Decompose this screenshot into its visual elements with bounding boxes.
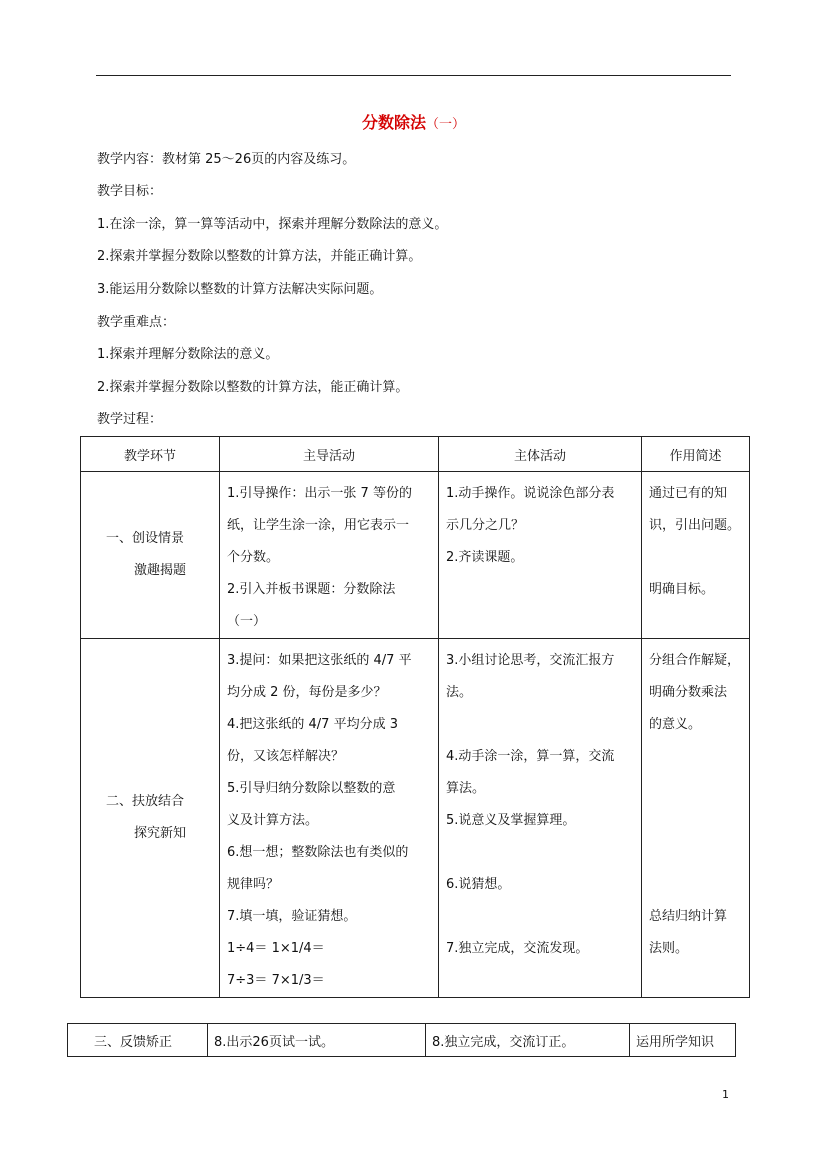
feedback-purpose: 运用所学知识: [630, 1024, 736, 1057]
header-purpose: 作用简述: [642, 437, 750, 472]
cell-line: 3.提问：如果把这张纸的 4/7 平: [227, 653, 412, 668]
cell-line: 的意义。: [649, 717, 702, 732]
key-point-2: 2.探索并掌握分数除以整数的计算方法，能正确计算。: [97, 380, 409, 395]
cell-line: 法。: [446, 685, 473, 700]
cell-line: 6.想一想；整数除法也有类似的: [227, 845, 409, 860]
cell-line: 均分成 2 份，每份是多少？: [227, 685, 387, 700]
stage-cell: [81, 472, 220, 639]
stage-line: 探究新知: [133, 826, 186, 841]
student-cell: [439, 639, 642, 998]
cell-line: 5.引导归纳分数除以整数的意: [227, 781, 396, 796]
lead-cell: [220, 639, 439, 998]
cell-line: 3.小组讨论思考，交流汇报方: [446, 653, 615, 668]
page-number: 1: [722, 1088, 729, 1101]
process-heading: 教学过程：: [97, 412, 163, 427]
page-title: [0, 110, 827, 133]
cell-line: 7.独立完成，交流发现。: [446, 941, 589, 956]
title-main: 分数除法: [361, 113, 426, 132]
cell-line: [649, 773, 743, 805]
header-lead: 主导活动: [220, 437, 439, 472]
stage-line: 激趣揭题: [133, 563, 186, 578]
goal-1: 1.在涂一涂，算一算等活动中，探索并理解分数除法的意义。: [97, 217, 448, 232]
stage-line: 一、创设情景: [105, 531, 184, 546]
cell-line: [446, 901, 635, 933]
cell-line: 纸，让学生涂一涂，用它表示一: [227, 518, 410, 533]
cell-line: 义及计算方法。: [227, 813, 319, 828]
goal-3: 3.能运用分数除以整数的计算方法解决实际问题。: [97, 282, 383, 297]
cell-line: 分组合作解疑，: [649, 653, 741, 668]
title-sub: （一）: [426, 117, 466, 132]
cell-line: 明确分数乘法: [649, 685, 728, 700]
cell-line: 总结归纳计算: [649, 909, 728, 924]
feedback-table: [67, 1023, 736, 1057]
cell-line: [446, 837, 635, 869]
lead-cell: [220, 472, 439, 639]
header-student: 主体活动: [439, 437, 642, 472]
cell-line: 7.填一填，验证猜想。: [227, 909, 357, 924]
purpose-cell: [642, 639, 750, 998]
goal-2: 2.探索并掌握分数除以整数的计算方法，并能正确计算。: [97, 249, 422, 264]
stage-line: 二、扶放结合: [105, 794, 184, 809]
header-stage: 教学环节: [81, 437, 220, 472]
cell-line: 6.说猜想。: [446, 877, 511, 892]
cell-line: [649, 741, 743, 773]
cell-line: [649, 805, 743, 837]
cell-line: [446, 709, 635, 741]
cell-line: 算法。: [446, 781, 486, 796]
cell-line: 法则。: [649, 941, 689, 956]
cell-line: [649, 542, 743, 574]
cell-line: [649, 869, 743, 901]
cell-line: 规律吗？: [227, 877, 280, 892]
cell-line: 通过已有的知: [649, 486, 728, 501]
teaching-content: 教学内容：教材第 25～26页的内容及练习。: [97, 152, 356, 167]
cell-line: 1÷4＝ 1×1/4＝: [227, 941, 325, 956]
cell-line: （一）: [227, 614, 267, 629]
cell-line: 5.说意义及掌握算理。: [446, 813, 576, 828]
cell-line: 4.把这张纸的 4/7 平均分成 3: [227, 717, 398, 732]
cell-line: 1.动手操作。说说涂色部分表: [446, 486, 615, 501]
key-point-1: 1.探索并理解分数除法的意义。: [97, 347, 279, 362]
table-row: [81, 639, 750, 998]
feedback-stage: 三、反馈矫正: [68, 1024, 208, 1057]
goals-heading: 教学目标：: [97, 184, 163, 199]
table-header-row: [81, 437, 750, 472]
cell-line: [649, 837, 743, 869]
cell-line: 份，又该怎样解决？: [227, 749, 345, 764]
cell-line: 个分数。: [227, 550, 280, 565]
cell-line: 2.引入并板书课题：分数除法: [227, 582, 396, 597]
cell-line: 4.动手涂一涂，算一算，交流: [446, 749, 615, 764]
table-row: [81, 472, 750, 639]
cell-line: 2.齐读课题。: [446, 550, 524, 565]
cell-line: 示几分之几？: [446, 518, 525, 533]
stage-cell: [81, 639, 220, 998]
feedback-lead: 8.出示26页试一试。: [208, 1024, 426, 1057]
cell-line: 识，引出问题。: [649, 518, 741, 533]
student-cell: [439, 472, 642, 639]
purpose-cell: [642, 472, 750, 639]
cell-line: 7÷3＝ 7×1/3＝: [227, 973, 325, 988]
cell-line: 明确目标。: [649, 582, 715, 597]
header-rule: [96, 75, 731, 76]
lesson-table: [80, 436, 750, 998]
cell-line: 1.引导操作：出示一张 7 等份的: [227, 486, 412, 501]
table-row: [68, 1024, 736, 1057]
feedback-student: 8.独立完成，交流订正。: [426, 1024, 630, 1057]
key-points-heading: 教学重难点：: [97, 315, 176, 330]
